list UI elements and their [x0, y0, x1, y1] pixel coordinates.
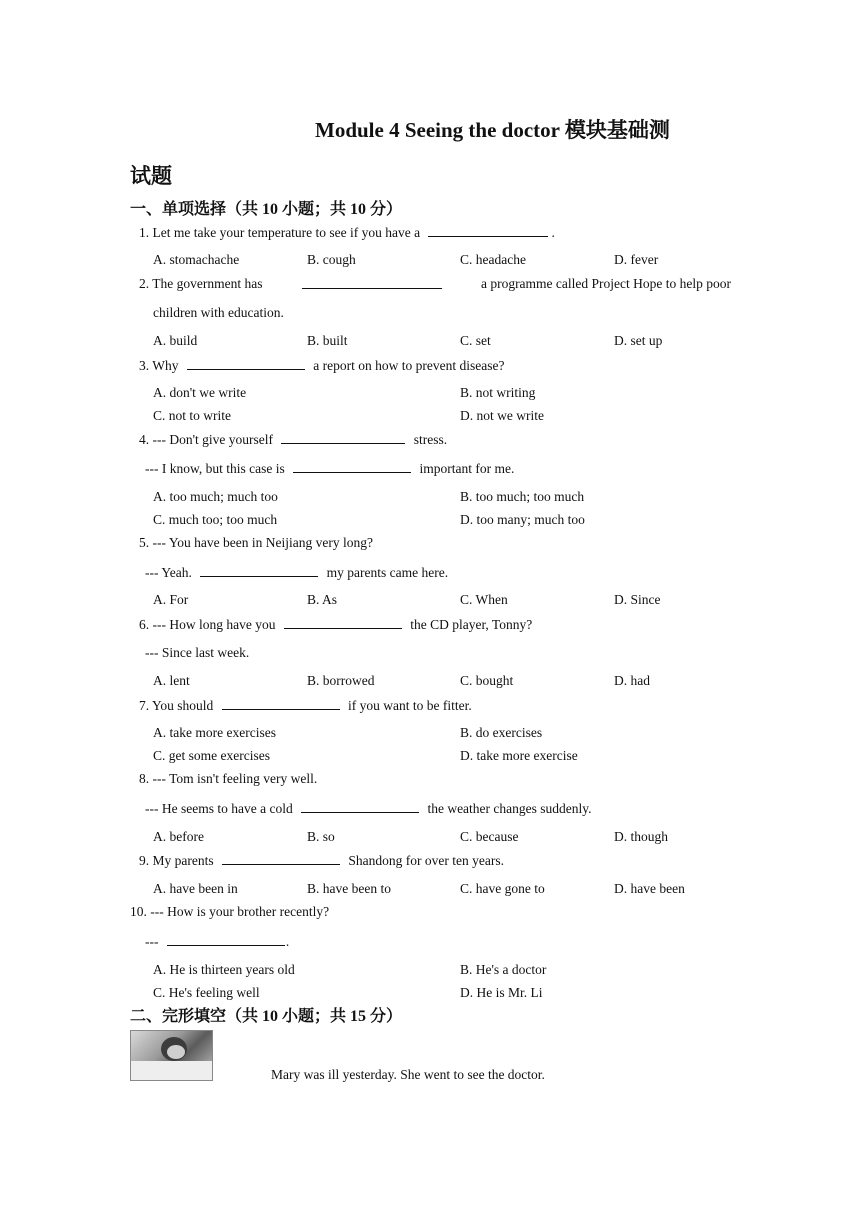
question-4-stem: 4. --- Don't give yourself: [139, 432, 274, 447]
question-9: [139, 852, 504, 869]
answer-blank: [167, 933, 285, 946]
option-a: A. too much; much too: [153, 489, 278, 504]
section-heading-cloze: 二、完形填空（共 10 小题；共 15 分）: [130, 1008, 403, 1025]
answer-blank: [222, 697, 340, 710]
answer-blank: [200, 564, 318, 577]
option-c: C. headache: [460, 252, 526, 267]
cloze-intro-text: Mary was ill yesterday. She went to see the doctor.: [271, 1067, 545, 1082]
option-a: A. don't we write: [153, 385, 247, 400]
sick-girl-photo: [130, 1030, 213, 1081]
option-b: B. too much; too much: [460, 489, 585, 504]
option-c: C. set: [460, 333, 491, 348]
option-d: D. not we write: [460, 408, 544, 423]
answer-blank: [302, 276, 442, 289]
option-d: D. Since: [614, 592, 661, 607]
option-d: D. too many; much too: [460, 512, 585, 527]
question-7-stem-end: if you want to be fitter.: [348, 698, 472, 713]
option-c: C. because: [460, 829, 519, 844]
answer-blank: [284, 616, 402, 629]
question-5: 5. --- You have been in Neijiang very long?: [139, 535, 373, 550]
option-c: C. not to write: [153, 408, 231, 423]
question-4-reply: [145, 460, 514, 477]
question-6: [139, 616, 532, 633]
option-c: C. have gone to: [460, 881, 545, 896]
question-10-reply-stem: ---: [145, 934, 159, 949]
question-9-stem-end: Shandong for over ten years.: [348, 853, 504, 868]
option-a: A. For: [153, 592, 189, 607]
question-1-stem-end: .: [551, 225, 555, 240]
option-c: C. He's feeling well: [153, 985, 260, 1000]
option-c: C. get some exercises: [153, 748, 270, 763]
option-d: D. He is Mr. Li: [460, 985, 543, 1000]
question-8-reply: [145, 800, 592, 817]
option-c: C. When: [460, 592, 508, 607]
option-a: A. take more exercises: [153, 725, 276, 740]
option-a: A. stomachache: [153, 252, 240, 267]
option-b: B. As: [307, 592, 338, 607]
question-3: [139, 357, 504, 374]
question-4-reply-end: important for me.: [419, 461, 515, 476]
question-7: [139, 697, 472, 714]
option-b: B. cough: [307, 252, 356, 267]
option-b: B. built: [307, 333, 348, 348]
option-a: A. have been in: [153, 881, 238, 896]
question-2-stem-end: a programme called Project Hope to help poor: [480, 276, 731, 291]
question-6-reply: --- Since last week.: [145, 645, 250, 660]
question-6-stem-end: the CD player, Tonny?: [410, 617, 533, 632]
question-5-reply-stem: --- Yeah.: [145, 565, 192, 580]
question-7-stem: 7. You should: [139, 698, 214, 713]
answer-blank: [301, 800, 419, 813]
question-5-reply: [145, 564, 448, 581]
option-d: D. set up: [614, 333, 663, 348]
option-a: A. lent: [153, 673, 190, 688]
answer-blank: [293, 460, 411, 473]
question-8-reply-stem: --- He seems to have a cold: [145, 801, 293, 816]
question-4-reply-stem: --- I know, but this case is: [145, 461, 285, 476]
question-6-stem: 6. --- How long have you: [139, 617, 276, 632]
question-9-stem: 9. My parents: [139, 853, 214, 868]
answer-blank: [222, 852, 340, 865]
option-b: B. borrowed: [307, 673, 375, 688]
answer-blank: [281, 431, 405, 444]
question-8: 8. --- Tom isn't feeling very well.: [139, 771, 318, 786]
option-b: B. so: [307, 829, 335, 844]
option-b: B. have been to: [307, 881, 391, 896]
question-1-stem: 1. Let me take your temperature to see if you have a: [139, 225, 421, 240]
question-4-stem-end: stress.: [413, 432, 448, 447]
question-2-continued: children with education.: [153, 305, 284, 320]
answer-blank: [187, 357, 305, 370]
option-d: D. have been: [614, 881, 685, 896]
question-4: [139, 431, 447, 448]
option-b: B. not writing: [460, 385, 536, 400]
option-b: B. do exercises: [460, 725, 543, 740]
question-8-reply-end: the weather changes suddenly.: [427, 801, 592, 816]
question-1: [139, 224, 555, 241]
pillow-shape: [131, 1061, 212, 1080]
question-5-reply-end: my parents came here.: [326, 565, 449, 580]
question-3-stem: 3. Why: [139, 358, 179, 373]
option-c: C. much too; too much: [153, 512, 278, 527]
option-d: D. though: [614, 829, 668, 844]
section-heading-single-choice: 一、单项选择（共 10 小题；共 10 分）: [130, 201, 403, 218]
question-10-reply: [145, 933, 289, 950]
option-b: B. He's a doctor: [460, 962, 547, 977]
option-a: A. He is thirteen years old: [153, 962, 295, 977]
answer-blank: [428, 224, 548, 237]
option-a: A. before: [153, 829, 204, 844]
option-c: C. bought: [460, 673, 514, 688]
question-10-reply-end: .: [285, 934, 290, 949]
question-10: 10. --- How is your brother recently?: [130, 904, 330, 919]
question-2-stem: 2. The government has: [139, 276, 263, 291]
question-3-stem-end: a report on how to prevent disease?: [313, 358, 505, 373]
question-2: [139, 276, 731, 292]
girl-face-shape: [167, 1045, 185, 1059]
page-title-line2: 试题: [130, 164, 172, 188]
page-title-line1: Module 4 Seeing the doctor 模块基础测: [315, 118, 670, 142]
option-d: D. take more exercise: [460, 748, 578, 763]
option-d: D. had: [614, 673, 650, 688]
option-a: A. build: [153, 333, 198, 348]
option-d: D. fever: [614, 252, 659, 267]
